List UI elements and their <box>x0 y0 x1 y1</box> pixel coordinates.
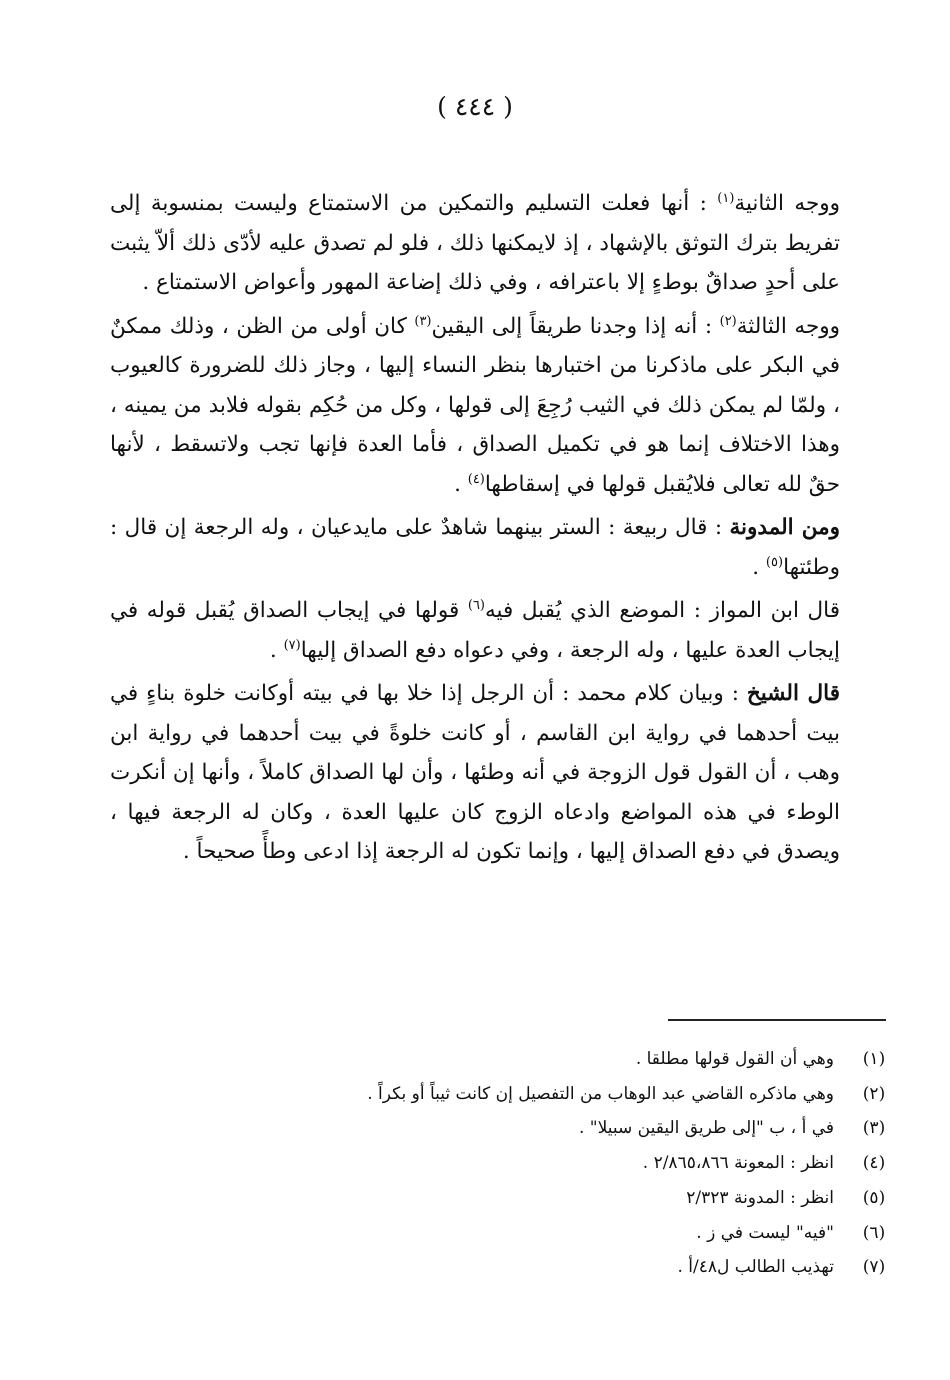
footnote-text: انظر : المعونة ٢/٨٦٥،٨٦٦ . <box>642 1153 834 1174</box>
footnote-ref: (٢) <box>719 313 737 329</box>
page-number: ( ٤٤٤ ) <box>437 92 513 121</box>
text-segment: : أنه إذا وجدنا طريقاً إلى اليقين <box>431 313 720 339</box>
footnote-ref: (١) <box>717 190 735 206</box>
paragraph-5 <box>110 674 840 872</box>
footnote-number: (٣) <box>862 1118 886 1139</box>
footnote-item <box>110 1216 900 1251</box>
footnote-item <box>110 1181 900 1216</box>
footnote-ref: (٤) <box>467 471 485 487</box>
text-segment: قولها في إيجاب الصداق يُقبل قوله في إيجاب العدة عليها ، وله الرجعة ، وفي دعواه دفع الصداق إليها <box>110 598 840 663</box>
paragraph-1 <box>110 184 840 303</box>
footnote-text: انظر : المدونة ٢/٣٢٣ <box>686 1187 834 1208</box>
footnote-number: (٢) <box>862 1083 886 1104</box>
footnote-item <box>110 1042 900 1077</box>
text-segment: . <box>454 471 468 497</box>
paragraph-2 <box>110 307 840 505</box>
footnote-text: وهي أن القول قولها مطلقا . <box>635 1049 834 1069</box>
footnote-text: وهي ماذكره القاضي عبد الوهاب من التفصيل إن كانت ثيباً أو بكراً . <box>367 1083 834 1104</box>
text-segment: : وبيان كلام محمد : أن الرجل إذا خلا بها في بيته أوكانت خلوة بناءٍ في بيت أحدهما في رواية ابن القاسم ، أو كانت خلوةً في بيت أحدهما في رواية ابن وهب ، أن القول قول الزوجة في أنه وطئها ، وأن لها الصداق كاملاً ، وأنها إن أنكرت الوطء في هذه المواضع وادعاه الزوج كان عليها العدة ، وكان له الرجعة فيها ، ويصدق في دفع الصداق إليها ، وإنما تكون له الرجعة إذا ادعى وطأً صحيحاً . <box>110 681 840 864</box>
section-heading: قال الشيخ <box>746 681 840 706</box>
footnote-ref: (٧) <box>283 637 301 653</box>
footnote-number: (٤) <box>862 1153 886 1174</box>
footnote-text: في أ ، ب "إلى طريق اليقين سبيلا" . <box>578 1118 834 1139</box>
footnote-item <box>110 1077 900 1112</box>
footnote-ref: (٥) <box>765 554 784 570</box>
text-segment: . <box>269 637 284 663</box>
text-segment: ووجه الثانية <box>734 191 840 216</box>
footnote-text: "فيه" ليست في ز . <box>696 1222 834 1243</box>
main-text <box>110 184 840 876</box>
footnote-number: (١) <box>862 1049 886 1069</box>
footnote-ref: (٦) <box>467 597 485 613</box>
text-segment: كان أولى من الظن ، وذلك ممكنٌ في البكر على ماذكرنا من اختبارها بنظر النساء إليها ، وجاز ذلك للضرورة كالعيوب ، ولمّا لم يمكن ذلك في الثيب رُجِعَ إلى قولها ، وكل من حُكِم بقوله فلابد من يمينه ، وهذا الاختلاف إنما هو في تكميل الصداق ، فأما العدة فإنها تجب ولاتسقط ، لأنها حقٌ لله تعالى فلايُقبل قولها في إسقاطها <box>110 313 840 497</box>
footnote-ref: (٣) <box>414 313 432 329</box>
paragraph-3 <box>110 508 840 587</box>
footnotes <box>110 1042 900 1285</box>
paragraph-4 <box>110 591 840 670</box>
footnote-item <box>110 1111 900 1146</box>
text-segment: : أنها فعلت التسليم والتمكين من الاستمتاع وليست بمنسوبة إلى تفريط بترك التوثق بالإشهاد ، إذ لايمكنها ذلك ، فلو لم تصدق عليه لأدّى ذلك ألاّ يثبت على أحدٍ صداقٌ بوطءٍ إلا باعترافه ، وفي ذلك إضاعة المهور وأعواض الاستمتاع . <box>110 191 840 295</box>
section-heading: ومن المدونة <box>729 515 840 540</box>
text-segment: قال ابن المواز : الموضع الذي يُقبل فيه <box>485 598 840 623</box>
footnote-divider <box>668 1019 886 1021</box>
footnote-number: (٥) <box>862 1187 886 1208</box>
text-segment: ووجه الثالثة <box>736 313 841 339</box>
text-segment: : قال ربيعة : الستر بينهما شاهدٌ على مايدعيان ، وله الرجعة إن قال : وطئتها <box>110 515 840 580</box>
footnote-text: تهذيب الطالب ل٤٨/أ . <box>677 1257 834 1278</box>
footnote-item <box>110 1146 900 1181</box>
footnote-item <box>110 1250 900 1285</box>
footnote-number: (٧) <box>862 1257 886 1278</box>
text-segment: . <box>752 554 766 580</box>
footnote-number: (٦) <box>862 1222 886 1243</box>
